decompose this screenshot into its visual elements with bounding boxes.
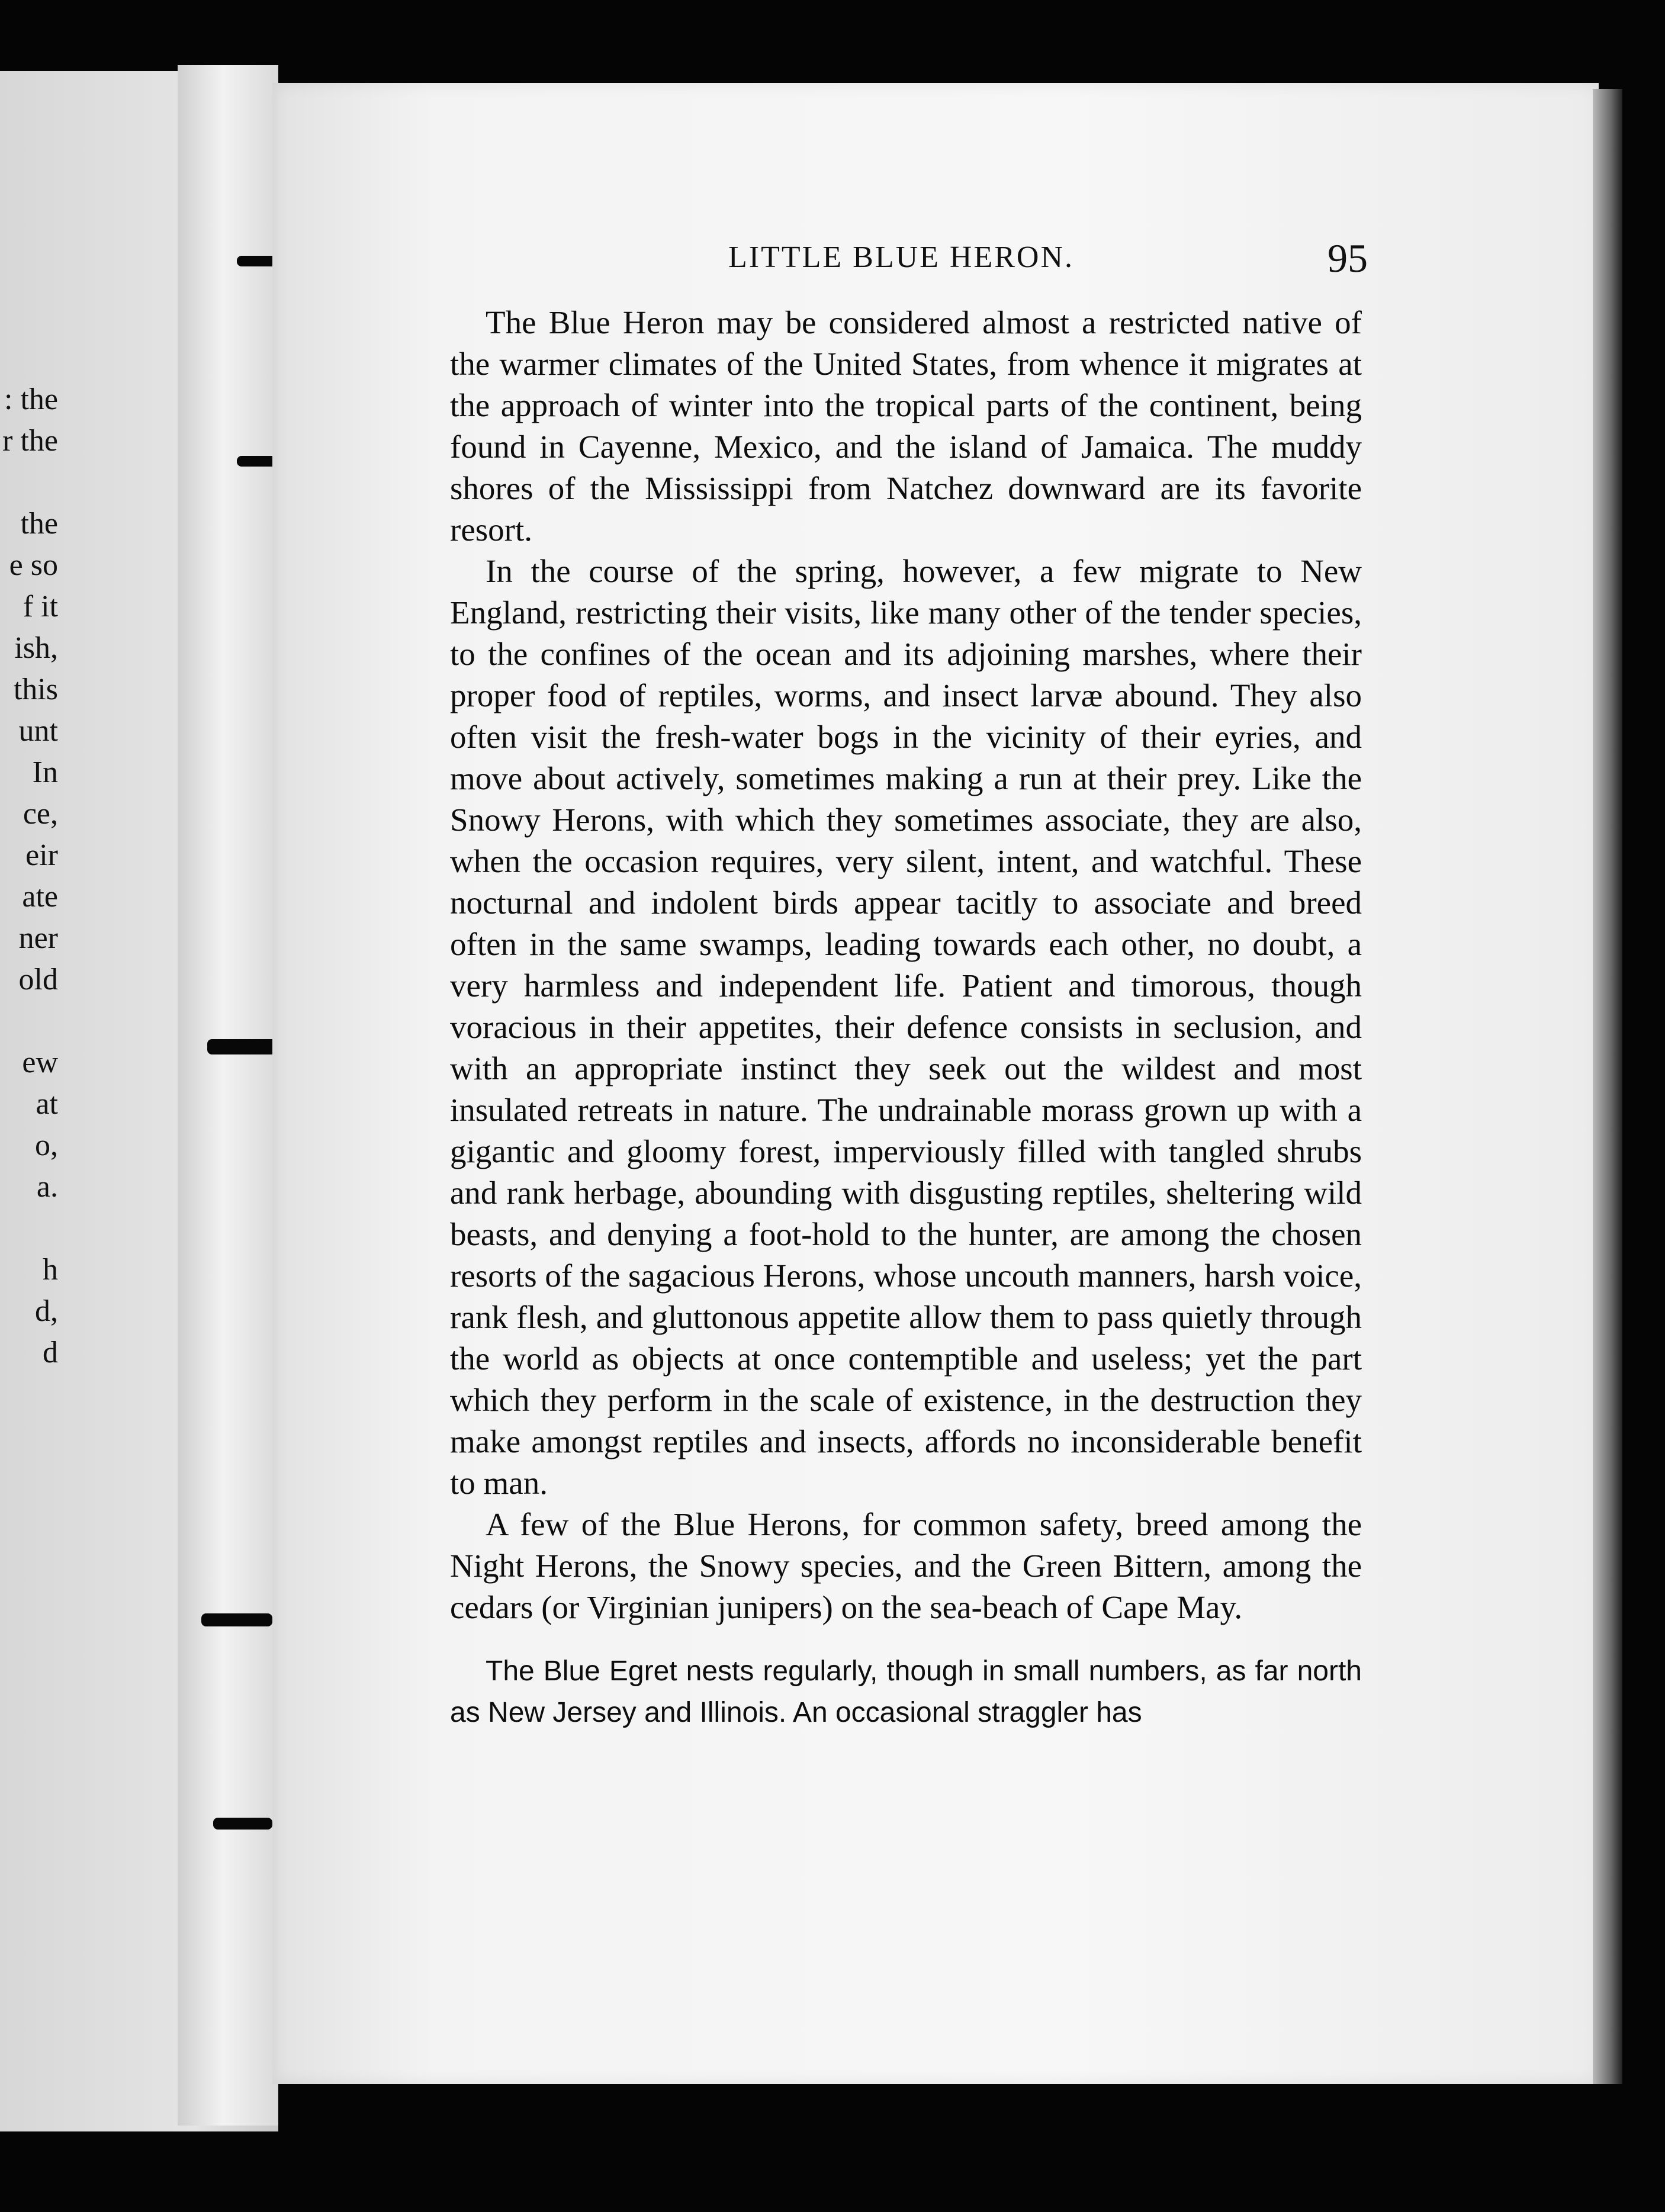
paragraph: In the course of the spring, however, a few migrate to New England, restricting their visits, like many other of the tender species, to the confines of the ocean and its adjoining marshes, where their proper food of reptiles, worms, and insect larvæ abound. They also often visit the fresh-water bogs in the vicinity of their eyries, and move about actively, sometimes making a run at their prey. Like the Snowy Herons, with which they sometimes associate, they are also, when the occasion requires, very silent, intent, and watchful. These nocturnal and indolent birds appear tacitly to associate and breed often in the same swamps, leading towards each other, no doubt, a very harmless and independent life. Patient and timorous, though voracious in their appetites, their defence consists in seclusion, and with an appropriate instinct they seek out the wildest and most insulated retreats in nature. The undrainable morass grown up with a gigantic and gloomy forest, imperviously filled with tangled shrubs and rank herbage, abounding with disgusting reptiles, sheltering wild beasts, and denying a foot-hold to the hunter, are among the chosen resorts of the sagacious Herons, whose uncouth manners, harsh voice, rank flesh, and gluttonous appetite allow them to pass quietly through the world as objects at once contemptible and useless; yet the part which they perform in the scale of existence, in the destruction they make amongst reptiles and insects, affords no inconsiderable benefit to man. — [450, 553, 1362, 1501]
running-head: LITTLE BLUE HERON. — [728, 240, 1075, 274]
body-text — [450, 302, 1362, 1734]
binding-stitch — [207, 1039, 278, 1054]
paragraph: A few of the Blue Herons, for common safety, breed among the Night Herons, the Snowy species, and the Green Bittern, among the cedars (or Virginian junipers) on the sea-beach of Cape May. — [450, 1506, 1362, 1625]
left-page-margin-text: : the r the the e so f it ish, this unt In ce, eir ate ner old ew at o, a. h d, d — [2, 382, 58, 1369]
page-number: 95 — [1328, 236, 1368, 281]
page-edge-shadow — [1593, 89, 1622, 2084]
page-header — [728, 236, 1368, 287]
binding-stitch — [201, 1613, 272, 1626]
binding-stitch — [213, 1818, 272, 1830]
book-gutter — [178, 65, 278, 2126]
paragraph: The Blue Heron may be considered almost a restricted native of the warmer climates of the United States, from whence it migrates at the approach of winter into the tropical parts of the continent, being found in Cayenne, Mexico, and the island of Jamaica. The muddy shores of the Mississippi from Natchez downward are its favorite resort. — [450, 304, 1362, 548]
editor-note: The Blue Egret nests regularly, though in small numbers, as far north as New Jersey and Illinois. An occasional straggler has — [450, 1655, 1362, 1728]
